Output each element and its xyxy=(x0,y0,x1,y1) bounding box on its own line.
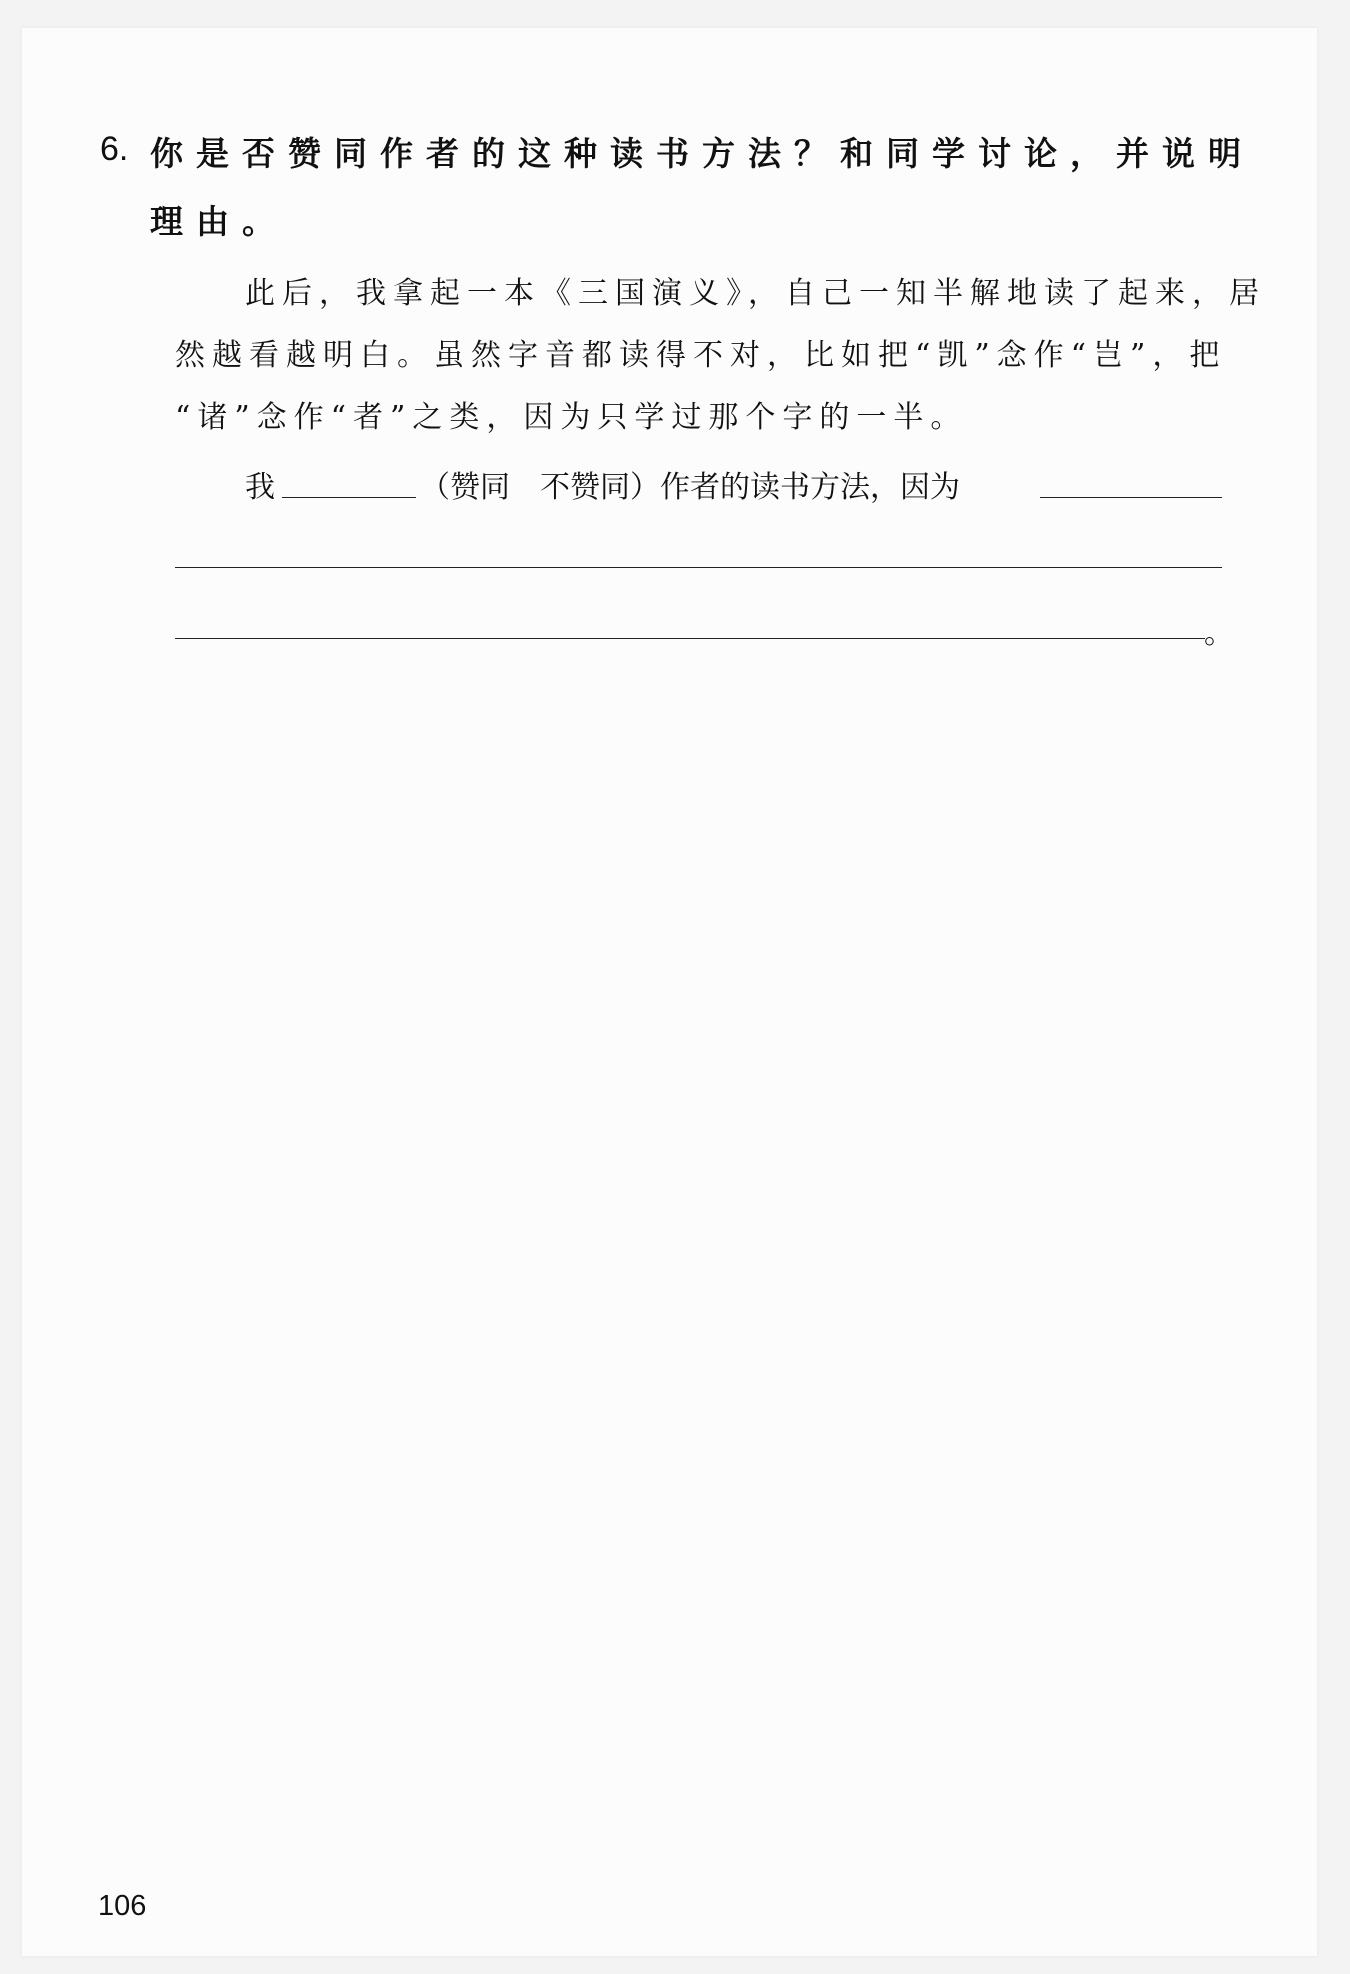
question-number: 6. xyxy=(100,130,129,168)
choice-blank[interactable] xyxy=(282,497,416,498)
reason-blank-line-3[interactable] xyxy=(175,638,1205,639)
passage-line-3: “诸”念作“者”之类，因为只学过那个字的一半。 xyxy=(175,400,968,435)
passage-line-1: 此后，我拿起一本《三国演义》，自己一知半解地读了起来，居 xyxy=(245,276,1266,311)
answer-end-mark: 。 xyxy=(1204,616,1234,651)
answer-prefix: 我 xyxy=(245,470,275,505)
workbook-page xyxy=(22,28,1317,1956)
question-text-line-1: 你是否赞同作者的这种读书方法？和同学讨论，并说明 xyxy=(150,134,1254,173)
passage-line-2: 然越看越明白。虽然字音都读得不对，比如把“凯”念作“岂”，把 xyxy=(175,338,1227,373)
reason-blank-line-1[interactable] xyxy=(1040,497,1222,498)
answer-options: （赞同 不赞同）作者的读书方法，因为 xyxy=(420,470,960,505)
reason-blank-line-2[interactable] xyxy=(175,567,1222,568)
page-number: 106 xyxy=(98,1890,147,1922)
question-text-line-2: 理由。 xyxy=(150,202,288,241)
